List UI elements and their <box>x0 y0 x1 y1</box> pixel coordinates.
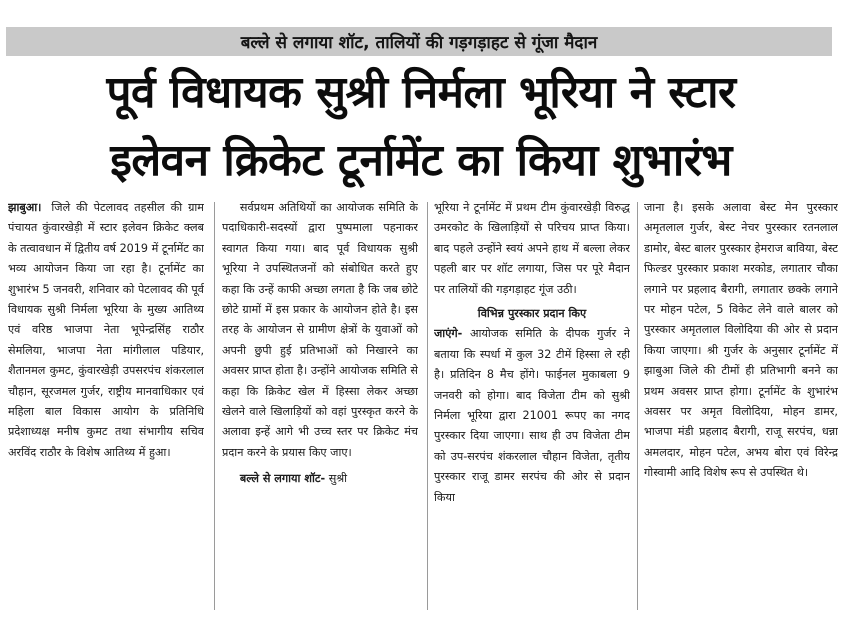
column-3-subhead: विभिन्न पुरस्कार प्रदान किए <box>477 307 587 321</box>
column-3-subhead-cont: जाएंगे- <box>434 327 463 341</box>
column-divider <box>637 202 638 610</box>
dateline: झाबुआ। <box>8 201 42 214</box>
column-3-paragraph: भूरिया ने टूर्नामेंट में प्रथम टीम कुंवारखेड़ी विरुद्ध उमरकोट के खिलाड़ियों से परिचय प्राप्त किया। बाद पहले उन्होंने स्वयं अपने हाथ में बल्ला लेकर पहली बार पर शॉट लगाया, जिस पर पूरे मैदान पर तालियों की गड़गड़ाहट गूंज उठी। <box>434 201 630 296</box>
article-column-4 <box>644 198 838 618</box>
article-body <box>8 198 838 618</box>
article-column-2 <box>222 198 418 618</box>
column-2-tail: सुश्री <box>328 472 348 486</box>
article-column-3 <box>434 198 630 618</box>
headline-line-1: पूर्व विधायक सुश्री निर्मला भूरिया ने स्टार <box>106 67 736 118</box>
headline-line-2: इलेवन क्रिकेट टूर्नामेंट का किया शुभारंभ <box>110 135 732 186</box>
column-2-subhead: बल्ले से लगाया शॉट- <box>239 472 326 486</box>
article-column-1 <box>8 198 204 618</box>
column-2-paragraph: सर्वप्रथम अतिथियों का आयोजक समिति के पदाधिकारी-सदस्यों द्वारा पुष्पमाला पहनाकर स्वागत किया गया। बाद पूर्व विधायक सुश्री भूरिया ने उपस्थितजनों को संबोधित करते हुए कहा कि उन्हें काफी अच्छा लगता है कि जब छोटे छोटे ग्रामों में इस प्रकार के आयोजन होते है। इस तरह के आयोजन से ग्रामीण क्षेत्रों के युवाओं को अपनी छुपी हुई प्रतिभाओं को निखारने का अवसर प्राप्त होता है। उन्होंने आयोजक समिति से कहा कि क्रिकेट खेल में हिस्सा लेकर अच्छा खेलने वाले खिलाड़ियों को वहां पुरस्कृत करने के अलावा इन्हें आगे भी उच्च स्तर पर क्रिकेट मंच प्रदान करने के प्रयास किए जाए। <box>222 201 418 459</box>
column-1-paragraph: जिले की पेटलावद तहसील की ग्राम पंचायत कुंवारखेड़ी में स्टार इलेवन क्रिकेट क्लब के तत्वावधान में द्वितीय वर्ष 2019 में टूर्नामेंट का भव्य आयोजन किया जा रहा है। टूर्नामेंट का शुभारंभ 5 जनवरी, शनिवार को पेटलावद की पूर्व विधायक सुश्री निर्मला भूरिया के मुख्य आतिथ्य एवं वरिष्ठ भाजपा नेता भूपेन्द्रसिंह राठौर सेमलिया, भाजपा नेता मांगीलाल पडियार, शैतानमल कुमट, कुंवारखेड़ी उपसरपंच शंकरलाल चौहान, सूरजमल गुर्जर, राष्ट्रीय मानवाधिकार एवं महिला बाल विकास आयोग के प्रतिनिधि प्रदेशाध्यक्ष मनीष कुमट तथा संभागीय सचिव अरविंद राठौर के विशेष आतिथ्य में हुआ। <box>8 201 204 459</box>
column-3-paragraph-2: आयोजक समिति के दीपक गुर्जर ने बताया कि स्पर्धा में कुल 32 टीमें हिस्सा ले रही है। प्रतिदिन 8 मैच होंगे। फाईनल मुकाबला 9 जनवरी को होगा। बाद विजेता टीम को सुश्री निर्मला भूरिया द्वारा 21001 रूपए का नगद पुरस्कार दिया जाएगा। साथ ही उप विजेता टीम को उप-सरपंच शंकरलाल चौहान विजेता, तृतीय पुरस्कार राजू डामर सरपंच की ओर से प्रदान किया <box>434 327 630 504</box>
column-divider <box>427 202 428 610</box>
column-4-paragraph: जाना है। इसके अलावा बेस्ट मेन पुरस्कार अमृतलाल गुर्जर, बेस्ट नेचर पुरस्कार रतनलाल डामोर, बेस्ट बालर पुरस्कार हेमराज बाविया, बेस्ट फिल्डर पुरस्कार प्रकाश मरकोड, लगातार चौका लगाने पर प्रहलाद बैरागी, लगातार छक्के लगाने पर मोहन पटेल, 5 विकेट लेने वाले बालर को पुरस्कार अमृतलाल विलोदिया की ओर से प्रदान किया जाएगा। श्री गुर्जर के अनुसार टूर्नामेंट में झाबुआ जिले की टीमों ही प्रतिभागी बनने का प्रथम अवसर प्राप्त होगा। टूर्नामेंट के शुभारंभ अवसर पर अमृत विलोदिया, मोहन डामर, भाजपा मंडी प्रहलाद बैरागी, राजू सरपंच, धन्ना अमलदार, मोहन पटेल, अभय बोरा एवं विरेन्द्र गोस्वामी आदि विशेष रूप से उपस्थित थे। <box>644 201 838 480</box>
article-kicker: बल्ले से लगाया शॉट, तालियों की गड़गड़ाहट से गूंजा मैदान <box>6 27 832 56</box>
column-divider <box>214 202 215 610</box>
